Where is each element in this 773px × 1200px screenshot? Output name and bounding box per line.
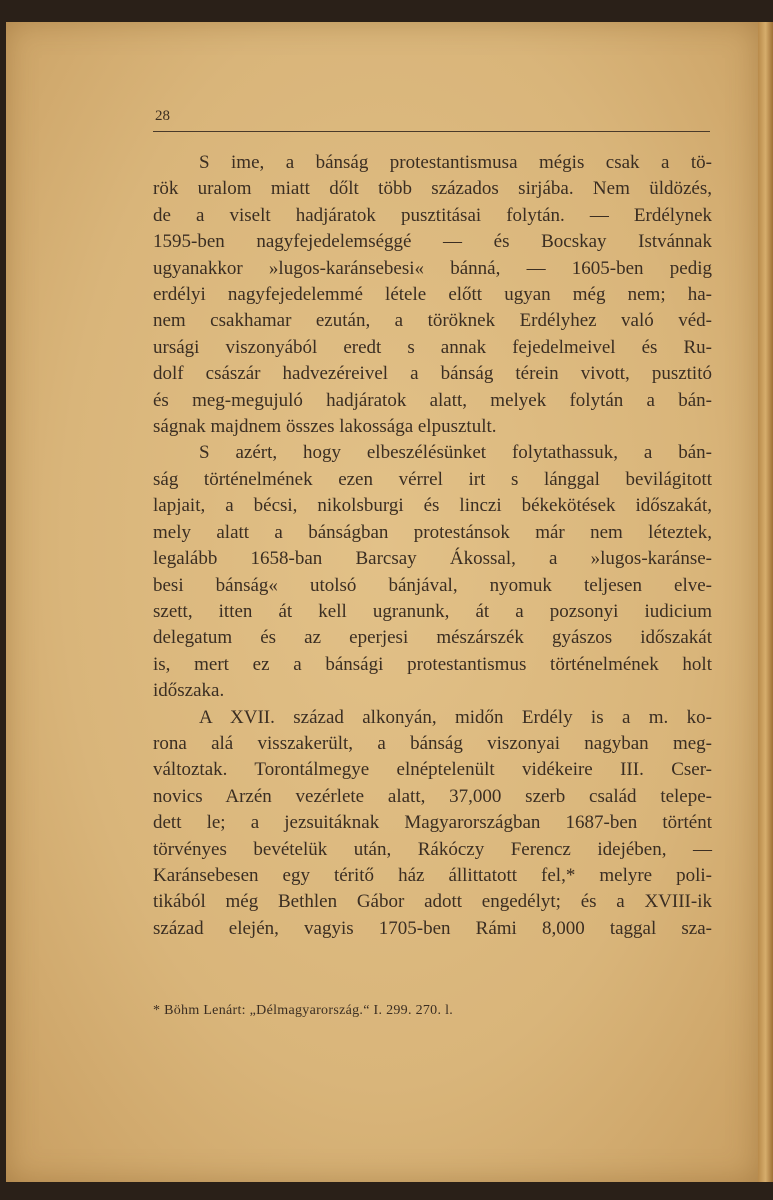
- text-line: S azért, hogy elbeszélésünket folytathassuk, a bán-: [199, 442, 712, 464]
- text-line: század elején, vagyis 1705-ben Rámi 8,000 taggal sza-: [153, 917, 712, 939]
- text-line: változtak. Torontálmegye elnéptelenült vidékeire III. Cser-: [153, 759, 712, 781]
- text-line: és meg-megujuló hadjáratok alatt, melyek folytán a bán-: [153, 389, 712, 411]
- text-line: A XVII. század alkonyán, midőn Erdély is a m. ko-: [199, 706, 712, 728]
- text-line: S ime, a bánság protestantismusa mégis csak a tö-: [199, 152, 712, 173]
- page-number: 28: [155, 108, 170, 124]
- text-line: besi bánság« utolsó bánjával, nyomuk teljesen elve-: [153, 574, 712, 596]
- text-line: erdélyi nagyfejedelemmé létele előtt ugyan még nem; ha-: [153, 284, 712, 306]
- paragraph: [153, 440, 712, 704]
- text-line: ságnak majdnem összes lakossága elpusztult.: [153, 416, 497, 438]
- text-line: delegatum és az eperjesi mészárszék gyászos időszakát: [153, 627, 712, 649]
- paragraph: [153, 150, 712, 440]
- footnote: * Böhm Lenárt: „Délmagyarország.“ I. 299. 270. l.: [153, 1003, 454, 1018]
- text-line: rök uralom miatt dőlt több százados sirjába. Nem üldözés,: [153, 178, 712, 200]
- body-text: [153, 150, 712, 942]
- text-line: rona alá visszakerült, a bánság viszonyai nagyban meg-: [153, 732, 712, 754]
- text-line: időszaka.: [153, 680, 225, 702]
- header-rule: [153, 131, 710, 132]
- text-line: törvényes bevételük után, Rákóczy Ferencz idejében, —: [153, 838, 712, 860]
- text-line: nem csakhamar ezután, a töröknek Erdélyhez való véd-: [153, 310, 712, 332]
- text-line: mely alatt a bánságban protestánsok már nem léteztek,: [153, 521, 712, 543]
- text-line: ugyanakkor »lugos-karánsebesi« bánná, — 1605-ben pedig: [153, 257, 712, 279]
- paragraph: [153, 705, 712, 943]
- text-line: tikából még Bethlen Gábor adott engedélyt; és a XVIII-ik: [153, 891, 712, 913]
- text-line: 1595-ben nagyfejedelemséggé — és Bocskay Istvánnak: [153, 231, 712, 253]
- text-line: novics Arzén vezérlete alatt, 37,000 szerb család telepe-: [153, 785, 712, 807]
- text-line: dolf császár hadvezéreivel a bánság térein vivott, pusztitó: [153, 363, 712, 385]
- text-line: dett le; a jezsuitáknak Magyarországban 1687-ben történt: [153, 812, 712, 834]
- text-line: lapjait, a bécsi, nikolsburgi és linczi békekötések időszakát,: [153, 495, 712, 517]
- text-line: is, mert ez a bánsági protestantismus történelmének holt: [153, 653, 712, 675]
- text-line: ság történelmének ezen vérrel irt s lánggal bevilágitott: [153, 468, 712, 490]
- text-line: de a viselt hadjáratok pusztitásai folytán. — Erdélynek: [153, 204, 712, 226]
- text-line: legalább 1658-ban Barcsay Ákossal, a »lugos-karánse-: [153, 548, 712, 570]
- text-line: Karánsebesen egy téritő ház állittatott fel,* melyre poli-: [153, 864, 712, 886]
- text-line: ursági viszonyából eredt s annak fejedelmeivel és Ru-: [153, 336, 712, 358]
- page-edge: [758, 22, 773, 1182]
- text-line: szett, itten át kell ugranunk, át a pozsonyi iudicium: [153, 600, 712, 622]
